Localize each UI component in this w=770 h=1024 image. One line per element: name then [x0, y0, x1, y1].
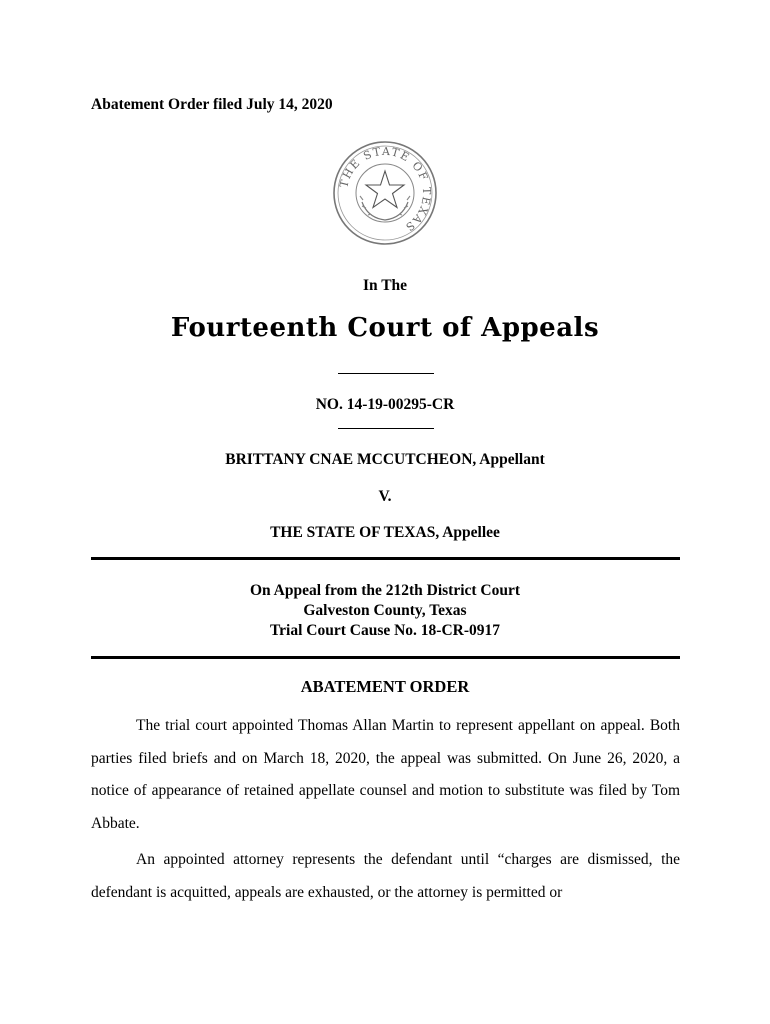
filed-date: Abatement Order filed July 14, 2020 [91, 96, 333, 113]
order-paragraph [91, 710, 680, 840]
heavy-rule [91, 557, 680, 560]
court-intro: In The [362, 277, 408, 294]
appellee: THE STATE OF TEXAS, Appellee [270, 524, 500, 541]
versus: V. [378, 488, 392, 505]
texas-seal-icon [332, 140, 438, 246]
svg-text:THE STATE OF TEXAS: THE STATE OF TEXAS [337, 144, 434, 235]
divider [338, 428, 434, 429]
divider [338, 373, 434, 374]
paragraph-text: The trial court appointed Thomas Allan Martin to represent appellant on appeal. Both parties filed briefs and on March 18, 2020, the appeal was submitted. On June 26, 2020, a notice of appearance of retained appellate counsel and motion to substitute was filed by Tom Abbate. [91, 717, 680, 832]
appeal-county: Galveston County, Texas [303, 602, 467, 619]
order-heading: ABATEMENT ORDER [300, 677, 470, 696]
case-number: NO. 14-19-00295-CR [315, 396, 455, 413]
appellant: BRITTANY CNAE MCCUTCHEON, Appellant [225, 451, 545, 468]
paragraph-text: An appointed attorney represents the defendant until “charges are dismissed, the defendant is acquitted, appeals are exhausted, or the attorney is permitted or [91, 851, 680, 901]
order-paragraph [91, 844, 680, 909]
court-name: Fourteenth Court of Appeals [170, 313, 600, 343]
heavy-rule [91, 656, 680, 659]
appeal-court: On Appeal from the 212th District Court [249, 582, 521, 599]
trial-cause-number: Trial Court Cause No. 18-CR-0917 [269, 622, 501, 639]
